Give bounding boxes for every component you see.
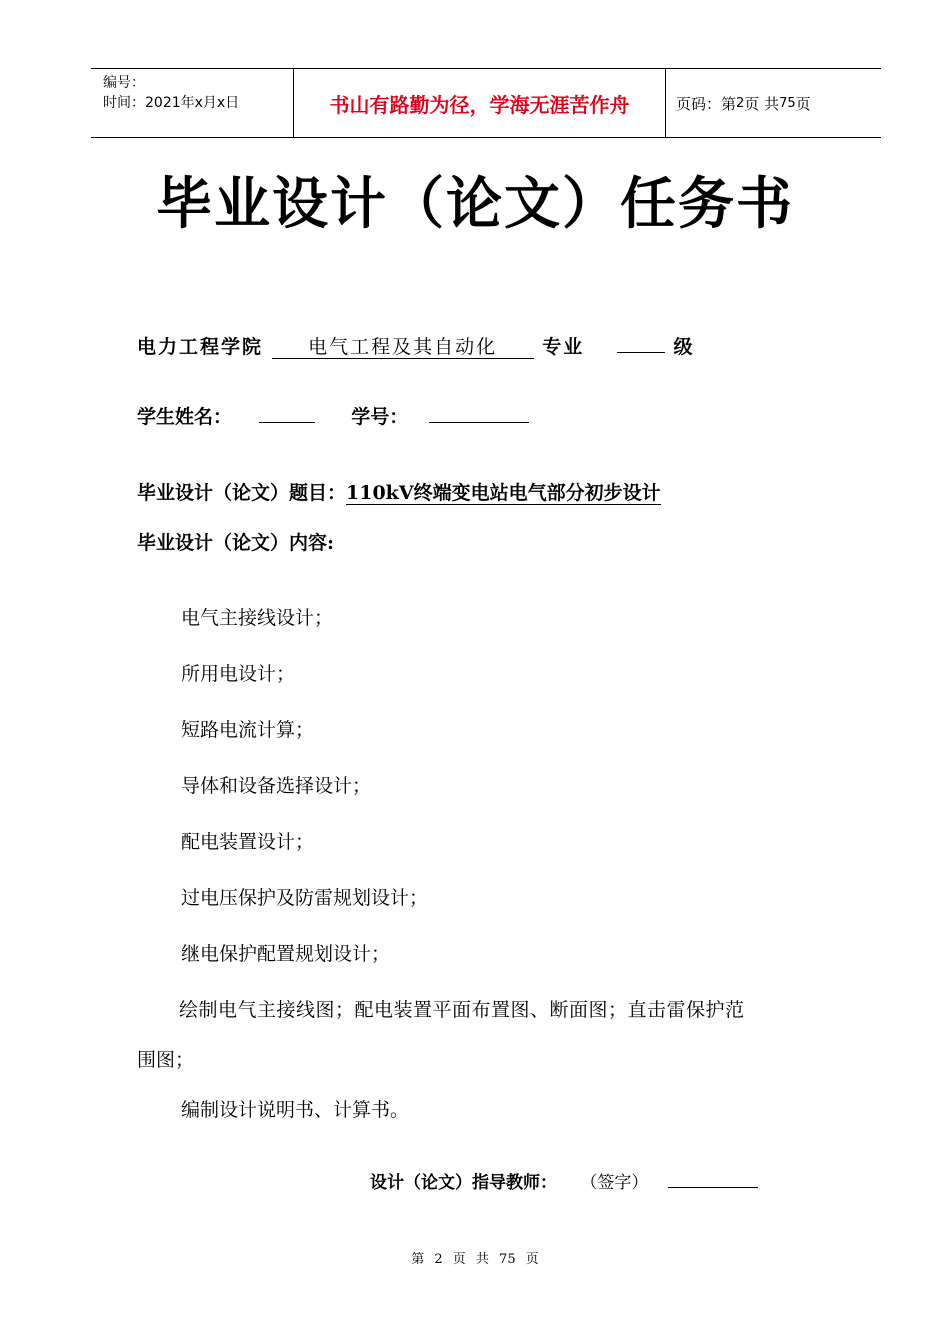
page-footer: 第 2 页 共 75 页 [411,1252,539,1267]
drawing-item-line2: 围图； [137,1049,195,1071]
page-mid: 页 共 [744,94,780,113]
header-page-info [666,69,881,137]
topic-value: 110kV终端变电站电气部分初步设计 [346,482,661,504]
content-item: 配电装置设计； [181,831,315,853]
document-header [91,68,881,138]
major-label: 专业 [542,336,585,358]
grade-field [617,352,665,353]
page-label: 页码：第 [676,94,737,113]
header-meta [91,69,293,137]
content-label: 毕业设计（论文）内容: [137,532,335,554]
major-field: 电气工程及其自动化 [272,336,534,359]
page-number: 2 [736,95,745,111]
page-end: 页 [795,94,811,113]
drawing-item-line1: 绘制电气主接线图；配电装置平面布置图、断面图；直击雷保护范 [179,999,745,1021]
signature-row [370,1168,758,1193]
content-item: 电气主接线设计； [181,607,334,629]
signature-field [668,1187,758,1188]
page-title: 毕业设计（论文）任务书 [156,172,794,237]
student-row [137,402,529,429]
signature-note: （签字） [580,1173,649,1193]
code-label: 编号： [103,75,145,91]
grade-label: 级 [673,336,695,358]
content-item: 短路电流计算； [181,719,315,741]
signature-label: 设计（论文）指导教师： [370,1173,557,1193]
student-name-label: 学生姓名： [137,406,233,428]
content-item: 所用电设计； [181,663,296,685]
college-row [137,332,695,359]
last-item: 编制设计说明书、计算书。 [181,1099,410,1121]
content-item: 导体和设备选择设计； [181,775,372,797]
college-name: 电力工程学院 [137,336,264,358]
page-total: 75 [779,95,796,111]
content-item: 继电保护配置规划设计； [181,943,391,965]
student-id-label: 学号： [351,406,409,428]
topic-row [137,478,661,505]
topic-label: 毕业设计（论文）题目： [137,482,347,504]
student-name-field [259,422,315,423]
content-item: 过电压保护及防雷规划设计； [181,887,429,909]
student-id-field [429,422,529,423]
header-motto: 书山有路勤为径，学海无涯苦作舟 [293,69,666,137]
time-label: 时间：2021年x月x日 [103,95,240,111]
